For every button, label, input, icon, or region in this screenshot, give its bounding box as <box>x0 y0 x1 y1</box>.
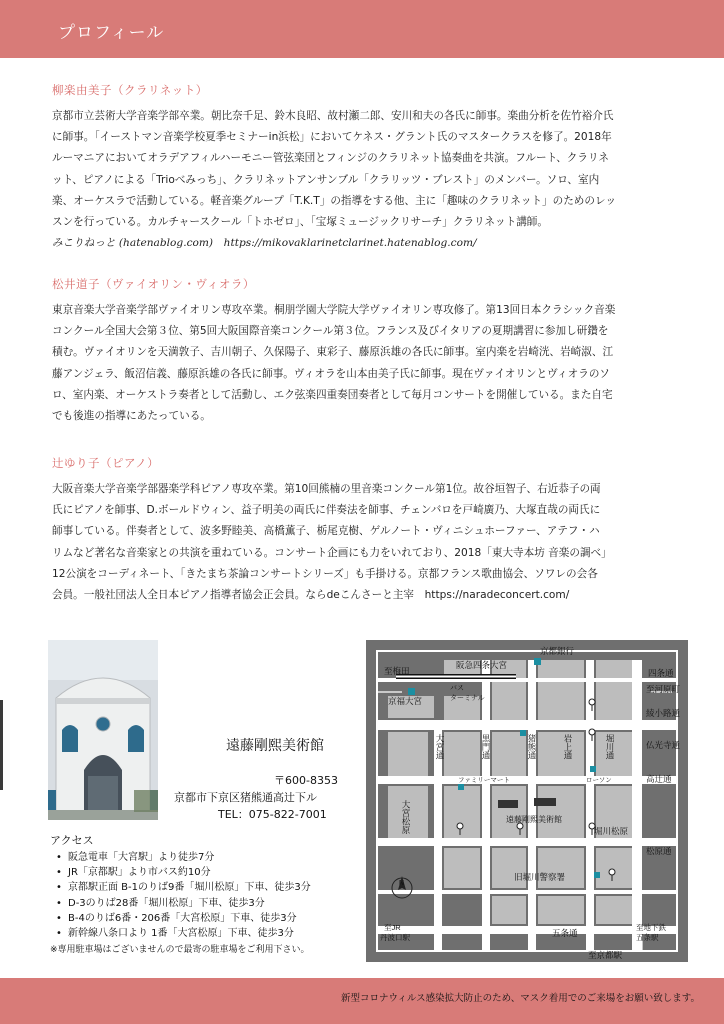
profile-line: 東京音楽大学音楽学部ヴァイオリン専攻卒業。桐朋学園大学院大学ヴァイオリン専攻修了。第13回日本クラシック音楽 <box>52 304 616 316</box>
map-label-museum: 遠藤剛熙美術館 <box>506 815 562 824</box>
profile-line: 師事している。伴奏者として、波多野睦美、高橋薫子、栃尾克樹、ゲルノート・ヴィニシュホーファー、アテフ・ハ <box>52 525 600 538</box>
map-label-gojo: 五条通 <box>552 928 578 938</box>
map-label-ayakoji: 綾小路通 <box>646 708 681 718</box>
profile-line: ット、ピアノによる「Trioべみっち」、クラリネットアンサンブル「クラリッツ・ブレスト」のメンバー。ソロ、室内 <box>52 173 600 186</box>
map-label-shijo: 四条通 <box>648 668 674 678</box>
map-label-kyotoeki: 至京都駅 <box>588 950 623 960</box>
venue-tel: TEL：075-822-7001 <box>218 808 327 821</box>
map-label-inokuma: 猪熊通 <box>527 734 537 760</box>
map-label-family: ファミリーマート <box>458 777 510 784</box>
map-label-kawaramachi: 至河原町 <box>646 684 681 694</box>
map-label-ginko: 京都銀行 <box>540 646 575 656</box>
access-item: • 新幹線八条口より 1番「大宮松原」下車、徒歩3分 <box>50 926 311 941</box>
profile-body <box>52 479 688 606</box>
edge-image-fragment <box>0 700 3 790</box>
profile-line: 12公演をコーディネート、「きたまち茶論コンサートシリーズ」も手掛ける。京都フランス歌曲協会、ソワレの会各 <box>52 567 598 580</box>
map-label-takatsuji: 高辻通 <box>646 774 672 784</box>
profile-line: ルーマニアにおいてオラデアフィルハーモニー管弦楽団とフィンジのクラリネット協奏曲を共演。フルート、クラリネ <box>52 152 609 165</box>
venue-name: 遠藤剛熙美術館 <box>226 738 324 754</box>
profile-line: 京都市立芸術大学音楽学部卒業。朝比奈千足、鈴木良昭、故村瀬二郎、安川和夫の各氏に師事。楽曲分析を佐竹裕介氏 <box>52 110 614 122</box>
map-label-jr1: 至JR <box>384 923 401 932</box>
profile-line: でも後進の指導にあたっている。 <box>52 410 211 423</box>
venue-zip: 〒600-8353 <box>274 774 338 787</box>
access-section <box>50 832 311 955</box>
map-label-hankyu: 阪急四条大宮 <box>456 660 508 670</box>
footer-bar <box>0 978 724 1024</box>
profile-line: 積む。ヴァイオリンを天満敦子、吉川朝子、久保陽子、東彩子、藤原浜雄の各氏に師事。室内楽を岩崎洸、岩崎淑、江 <box>52 346 614 359</box>
profile-line: 会員。一般社団法人全日本ピアノ指導者協会正会員。ならdeこんさーと主宰 https://naradeconcert.com/ <box>52 589 570 602</box>
profile-name: 辻ゆり子（ピアノ） <box>52 456 160 470</box>
venue-address-block <box>174 772 338 823</box>
map-label-kuromon: 黒門通 <box>481 734 491 760</box>
map-label-umeda: 至梅田 <box>384 666 410 676</box>
profile-line: コンクール全国大会第３位、第5回大阪国際音楽コンクール第３位。フランス及びイタリアの夏期講習に参加し研鑽を <box>52 325 609 338</box>
map-label-horikawa: 堀川通 <box>605 734 615 760</box>
profile-line: リムなど著名な音楽家との共演を重ねている。コンサート企画にも力をいれており、2018「東大寺本坊 音楽の調べ」 <box>52 546 612 559</box>
map-label-jr2: 丹波口駅 <box>380 933 410 942</box>
map-label-matsubara: 松原通 <box>646 846 672 856</box>
museum-marker <box>498 800 518 808</box>
access-map <box>366 640 688 962</box>
profile-line: に師事。「イーストマン音楽学校夏季セミナーin浜松」においてケネス・グラント氏のマスタークラスを修了。2018年 <box>52 131 612 144</box>
profile-clarinet <box>52 82 688 254</box>
map-label-police: 旧堀川警察署 <box>514 872 566 882</box>
map-label-omiyamatsubara: 大宮松原 <box>401 800 411 834</box>
profile-line: 楽、オーケスラで活動している。軽音楽グループ「T.K.T」の指導をする他、主に「趣味のクラリネット」のためのレッ <box>52 194 617 207</box>
profile-body <box>52 300 688 427</box>
access-item: • 阪急電車「大宮駅」より徒歩7分 <box>50 850 311 865</box>
footer-notice: 新型コロナウィルス感染拡大防止のため、マスク着用でのご来場をお願い致します。 <box>340 993 700 1004</box>
map-svg <box>366 640 688 962</box>
profile-line: スンを行っている。カルチャースクール「トホゼロ」、「宝塚ミュージックリサーチ」クラリネット講師。 <box>52 216 548 229</box>
map-label-bukkoji: 仏光寺通 <box>646 740 681 750</box>
profile-violin <box>52 276 688 427</box>
profile-link[interactable]: みこりねっと (hatenablog.com) https://mikovaklarinetclarinet.hatenablog.com/ <box>52 237 477 250</box>
venue-address: 京都市下京区猪熊通高辻下ル <box>174 791 317 804</box>
map-label-lawson: ローソン <box>586 777 612 784</box>
access-item: • D-3のりば28番「堀川松原」下車、徒歩3分 <box>50 896 311 911</box>
access-item: • 京都駅正面 B-1のりば9番「堀川松原」下車、徒歩3分 <box>50 880 311 895</box>
access-list <box>50 850 311 941</box>
museum-marker <box>534 798 556 806</box>
museum-photo <box>48 640 158 820</box>
access-item: • B-4のりば6番・206番「大宮松原」下車、徒歩3分 <box>50 911 311 926</box>
parking-note: ※専用駐車場はございませんので最寄の駐車場をご利用下さい。 <box>50 945 310 956</box>
access-title: アクセス <box>50 834 94 847</box>
profile-body <box>52 106 688 254</box>
map-label-horikawamatsubara: 堀川松原 <box>594 826 629 836</box>
profile-line: 藤アンジェラ、飯沼信義、藤原浜雄の各氏に師事。ヴィオラを山本由美子氏に師事。現在ヴァイオリンとヴィオラのソ <box>52 367 610 380</box>
map-label-fukudai: 京福大宮 <box>388 696 423 706</box>
profile-name: 松井道子（ヴァイオリン・ヴィオラ） <box>52 277 255 291</box>
map-label-subway2: 五条駅 <box>636 933 659 942</box>
access-item: • JR「京都駅」より市バス約10分 <box>50 865 311 880</box>
map-label-omiya: 大宮通 <box>435 734 445 760</box>
map-label-bus1: バス <box>450 685 464 692</box>
profile-name: 柳楽由美子（クラリネット） <box>52 83 208 97</box>
map-label-iwagami: 岩上通 <box>563 734 573 760</box>
page-title: プロフィール <box>58 23 165 43</box>
map-label-north: N <box>399 880 405 887</box>
map-label-subway1: 至地下鉄 <box>636 923 666 932</box>
profile-line: ロ、室内楽、オーケストラ奏者として活動し、エク弦楽四重奏団奏者として毎月コンサートを開催している。また自宅 <box>52 388 613 401</box>
map-label-bus2: ターミナル <box>450 695 485 702</box>
museum-building-illustration <box>48 640 158 820</box>
profile-line: 大阪音楽大学音楽学部器楽学科ピアノ専攻卒業。第10回熊楠の里音楽コンクール第1位。故谷垣智子、右近恭子の両 <box>52 483 601 495</box>
profile-line: 氏にピアノを師事、D.ボールドウィン、益子明美の両氏に伴奏法を師事、チェンバロを戸崎廣乃、大塚直哉の両氏に <box>52 504 601 517</box>
header-bar <box>0 0 724 58</box>
profile-piano <box>52 455 688 606</box>
